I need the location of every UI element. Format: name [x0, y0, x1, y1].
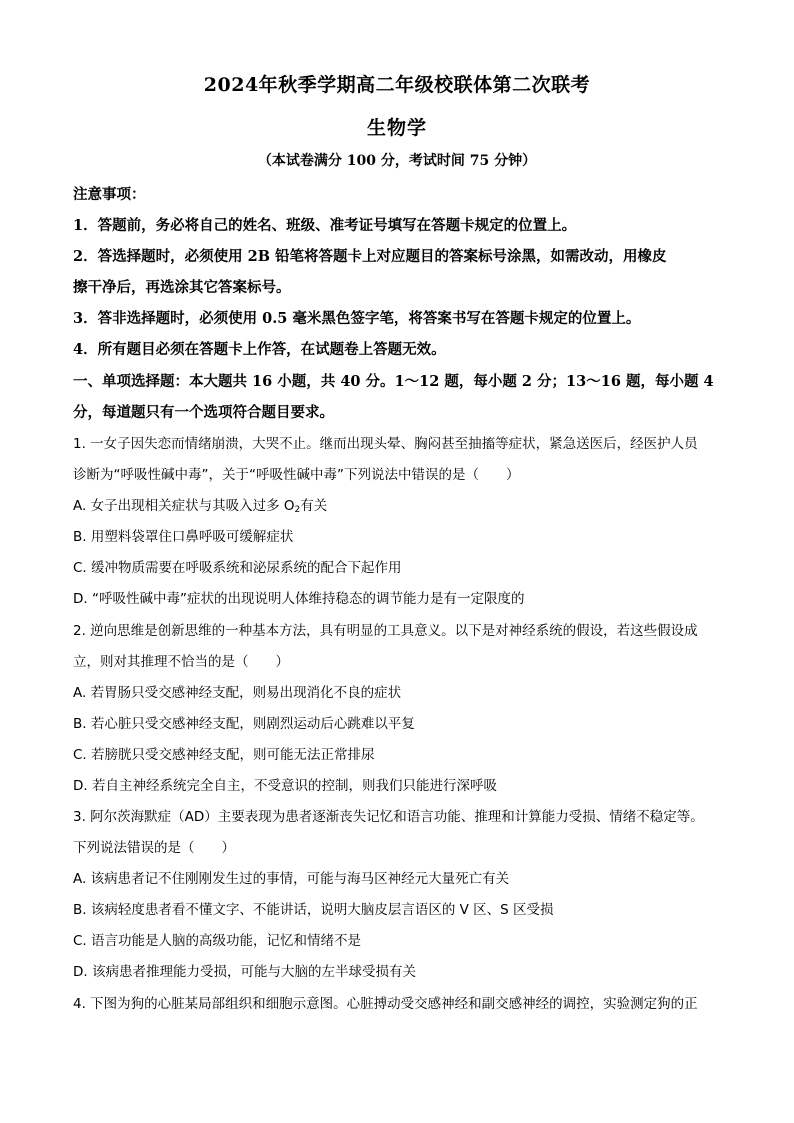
question-3-option-d: D. 该病患者推理能力受损，可能与大脑的左半球受损有关 [73, 964, 416, 980]
question-2-option-b: B. 若心脏只受交感神经支配，则剧烈运动后心跳难以平复 [73, 716, 415, 732]
exam-info: （本试卷满分 100 分，考试时间 75 分钟） [257, 153, 537, 169]
section-heading-line-1: 一、单项选择题：本大题共 16 小题，共 40 分。1～12 题，每小题 2 分；13～16 题，每小题 4 [73, 373, 714, 390]
question-1-option-b: B. 用塑料袋罩住口鼻呼吸可缓解症状 [73, 529, 294, 545]
question-1-option-d: D. “呼吸性碱中毒”症状的出现说明人体维持稳态的调节能力是有一定限度的 [73, 591, 525, 607]
subscript: 2 [294, 505, 301, 515]
section-heading-line-2: 分，每道题只有一个选项符合题目要求。 [73, 404, 334, 421]
question-3-option-b: B. 该病轻度患者看不懂文字、不能讲话，说明大脑皮层言语区的 V 区、S 区受损 [73, 902, 554, 918]
option-a-text: A. 女子出现相关症状与其吸入过多 O [73, 498, 295, 514]
question-2-option-d: D. 若自主神经系统完全自主，不受意识的控制，则我们只能进行深呼吸 [73, 778, 497, 794]
question-2-option-c: C. 若膀胱只受交感神经支配，则可能无法正常排尿 [73, 747, 375, 763]
question-1-option-c: C. 缓冲物质需要在呼吸系统和泌尿系统的配合下起作用 [73, 560, 402, 576]
question-3-stem-line-1: 3. 阿尔茨海默症（AD）主要表现为患者逐渐丧失记忆和语言功能、推理和计算能力受损、情绪不稳定等。 [73, 809, 704, 825]
question-3-option-c: C. 语言功能是人脑的高级功能，记忆和情绪不是 [73, 933, 362, 949]
question-3-option-a: A. 该病患者记不住刚刚发生过的事情，可能与海马区神经元大量死亡有关 [73, 871, 510, 887]
question-2-option-a: A. 若胃肠只受交感神经支配，则易出现消化不良的症状 [73, 685, 402, 701]
subject-title: 生物学 [366, 117, 427, 139]
question-1-stem-line-1: 1. 一女子因失恋而情绪崩溃，大哭不止。继而出现头晕、胸闷甚至抽搐等症状，紧急送医后，经医护人员 [73, 436, 698, 452]
note-item-3: 3．答非选择题时，必须使用 0.5 毫米黑色签字笔，将答案书写在答题卡规定的位置上。 [73, 310, 641, 327]
question-3-stem-line-2: 下列说法错误的是（ ） [73, 840, 235, 856]
question-1-stem-line-2: 诊断为“呼吸性碱中毒”，关于“呼吸性碱中毒”下列说法中错误的是（ ） [73, 467, 520, 483]
option-a-tail: 有关 [300, 498, 328, 514]
note-item-2-line-1: 2．答选择题时，必须使用 2B 铅笔将答题卡上对应题目的答案标号涂黑，如需改动，用橡皮 [73, 248, 667, 265]
question-4-stem-line-1: 4. 下图为狗的心脏某局部组织和细胞示意图。心脏搏动受交感神经和副交感神经的调控，实验测定狗的正 [73, 996, 698, 1012]
note-item-1: 1．答题前，务必将自己的姓名、班级、准考证号填写在答题卡规定的位置上。 [73, 217, 577, 234]
exam-title: 2024年秋季学期高二年级校联体第二次联考 [203, 74, 591, 96]
question-2-stem-line-1: 2. 逆向思维是创新思维的一种基本方法，具有明显的工具意义。以下是对神经系统的假设，若这些假设成 [73, 623, 698, 639]
question-2-stem-line-2: 立，则对其推理不恰当的是（ ） [73, 654, 289, 670]
question-1-option-a [73, 494, 733, 515]
note-item-2-line-2: 擦干净后，再选涂其它答案标号。 [73, 279, 291, 296]
note-item-4: 4．所有题目必须在答题卡上作答，在试题卷上答题无效。 [73, 341, 446, 358]
notes-heading: 注意事项： [73, 186, 146, 203]
